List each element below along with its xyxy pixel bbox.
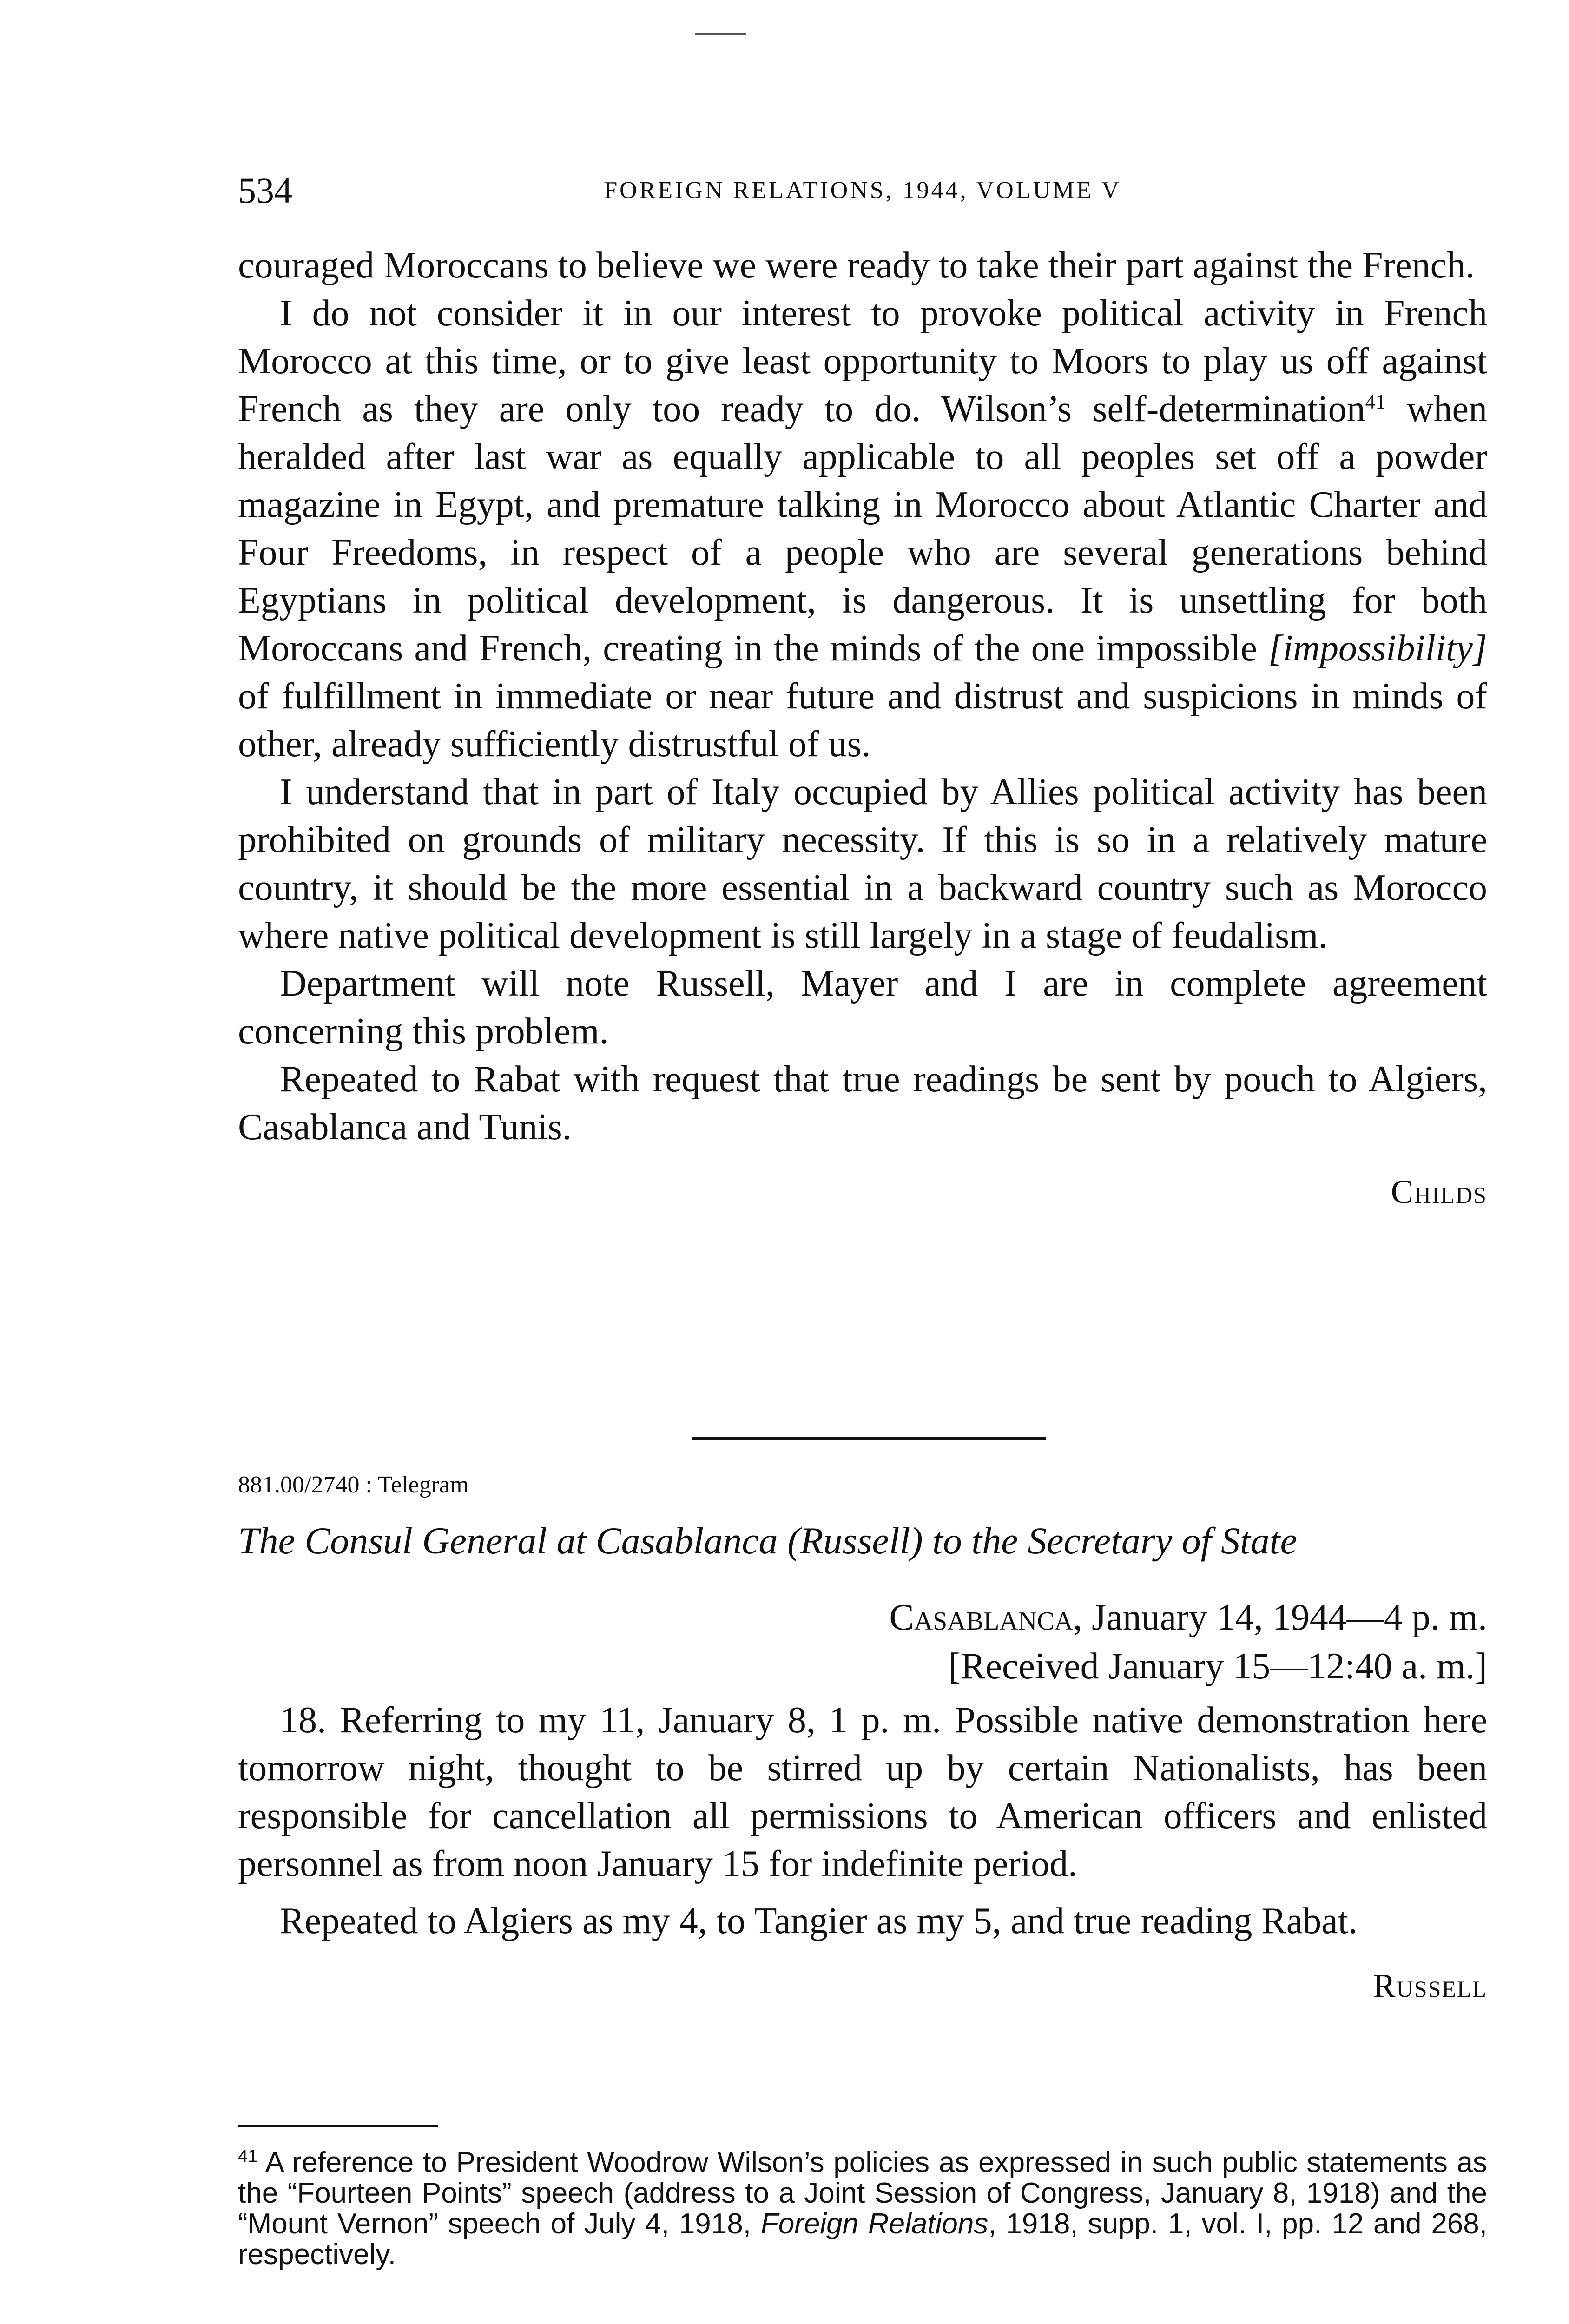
- file-reference: 881.00/2740 : Telegram: [238, 1472, 469, 1498]
- telegram-paragraph-1: 18. Referring to my 11, January 8, 1 p. m. Possible native demonstration here tomorrow night, thought to be stirred up by certain Nationalists, has been responsible for cancellation all permissions to American officers and enlisted personnel as from noon January 15 for indefinite period.: [238, 1700, 1487, 1884]
- top-scan-mark: [695, 33, 746, 35]
- footnote-ref-41[interactable]: 41: [1365, 390, 1386, 413]
- dateline: [238, 1593, 1487, 1642]
- dateline-place: Casablanca: [889, 1597, 1073, 1638]
- paragraph-2-part-a: I do not consider it in our interest to provoke political activity in French Morocco at this time, or to give least opportunity to Moors to play us off against French as they are only too ready to do. Wilson’s self-determination: [238, 293, 1487, 429]
- paragraph-1: couraged Moroccans to believe we were ready to take their part against the French.: [238, 245, 1475, 286]
- received-line: [Received January 15—12:40 a. m.]: [948, 1646, 1487, 1687]
- footnote-41: [238, 2147, 1487, 2270]
- russell-telegram: [238, 1464, 1487, 2010]
- document-title: The Consul General at Casablanca (Russell) to the Secretary of State: [238, 1519, 1297, 1562]
- signature-childs: Childs: [1391, 1173, 1487, 1210]
- paragraph-4: Department will note Russell, Mayer and I are in complete agreement concerning this problem.: [238, 963, 1487, 1052]
- childs-telegram-continuation: [238, 242, 1487, 1216]
- paragraph-5: Repeated to Rabat with request that true readings be sent by pouch to Algiers, Casablanca and Tunis.: [238, 1059, 1487, 1148]
- paragraph-2: [238, 290, 1487, 768]
- telegram-paragraph-2: Repeated to Algiers as my 4, to Tangier as my 5, and true reading Rabat.: [280, 1901, 1358, 1941]
- paragraph-2-part-b: when heralded after last war as equally applicable to all peoples set off a powder magazine in Egypt, and premature talking in Morocco about Atlantic Charter and Four Freedoms, in respect of a people who are several generations behind Egyptians in political development, is dangerous. It is unsettling for both Moroccans and French, creating in the minds of the one impossible: [238, 389, 1488, 669]
- page-header: [238, 165, 1487, 216]
- signature-russell: Russell: [1373, 1967, 1487, 2004]
- running-head: FOREIGN RELATIONS, 1944, VOLUME V: [604, 177, 1121, 204]
- paragraph-3: I understand that in part of Italy occupied by Allies political activity has been prohibited on grounds of military necessity. If this is so in a relatively mature country, it should be the more essential in a backward country such as Morocco where native political development is still largely in a stage of feudalism.: [238, 772, 1487, 956]
- paragraph-2-part-c: of fulfillment in immediate or near future and distrust and suspicions in minds of other, already sufficiently distrustful of us.: [238, 676, 1487, 765]
- footnote-text-a: A reference to President Woodrow Wilson’s policies as expressed in such public statements as the “Fourteen Points” speech (address to a Joint Session of Congress, January 8, 1918) and the “Mount Vernon” speech of July 4, 1918,: [238, 2146, 1487, 2240]
- footnote-text-italic: Foreign Relations: [760, 2208, 989, 2240]
- dateline-date: , January 14, 1944—4 p. m.: [1073, 1597, 1487, 1638]
- footnote-text-b: , 1918, supp. 1, vol. I, pp. 12 and 268, respectively.: [238, 2208, 1487, 2271]
- page-number: 534: [238, 170, 292, 211]
- section-divider: [692, 1437, 1046, 1440]
- footnote-number: 41: [238, 2146, 258, 2166]
- paragraph-2-correction: [impossibility]: [1268, 628, 1487, 669]
- footnote-rule: [238, 2125, 438, 2127]
